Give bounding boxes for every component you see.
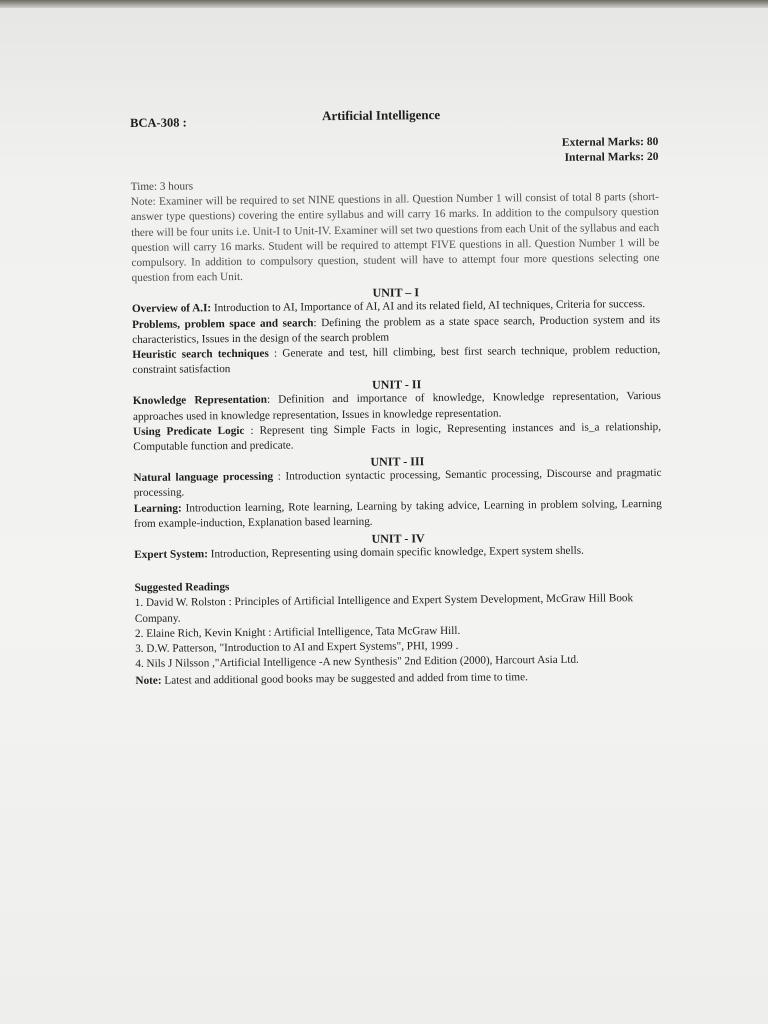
reading-item: 2. Elaine Rich, Kevin Knight : Artificial Intelligence, Tata McGraw Hill. — [134, 624, 461, 640]
topic-title: Using Predicate Logic — [133, 424, 245, 438]
topic-title: Expert System: — [134, 548, 208, 562]
topic-title: Overview of A.I: — [131, 302, 212, 316]
unit-4-heading: UNIT - IV — [371, 531, 425, 546]
document-header — [130, 105, 658, 140]
topic-nlp — [133, 466, 661, 501]
readings-list — [135, 591, 664, 672]
topic-learning — [134, 497, 662, 532]
topic-text: : Generate and test, hill climbing, best first search technique, problem reduction, constraint satisfaction — [132, 343, 661, 377]
reading-item: 4. Nils J Nilsson ,"Artificial Intelligence -A new Synthesis" 2nd Edition (2000), Harcourt Asia Ltd. — [135, 653, 579, 671]
course-title: Artificial Intelligence — [321, 107, 441, 124]
topic-title: Heuristic search techniques — [132, 347, 269, 362]
note-label: Note: — [135, 675, 162, 688]
examiner-note: Note: Examiner will be required to set NINE questions in all. Question Number 1 will consist of total 8 parts (short-answer type questions) covering the entire syllabus and will carry 16 marks. In addition to the compulsory question there will be four units i.e. Unit-I to Unit-IV. Examiner will set two questions from each Unit of the syllabus and each question will carry 16 marks. Student will be required to attempt FIVE questions in all. Question Number 1 will be compulsory. In addition to compulsory question, student will have to attempt four more questions selecting one question from each Unit. — [130, 191, 660, 285]
unit-2-heading: UNIT - II — [372, 377, 422, 393]
topic-text: : Defining the problem as a state space search, Production system and its characteristics, Issues in the design of the search problem — [132, 313, 661, 346]
topic-heuristic — [132, 343, 660, 378]
topic-text: : Definition and importance of knowledge, Knowledge representation, Various approaches used in knowledge representation, Issues in knowledge representation. — [132, 390, 661, 423]
note-text: Latest and additional good books may be suggested and added from time to time. — [161, 671, 528, 688]
topic-title: Learning: — [133, 502, 182, 515]
topic-knowledge — [133, 389, 661, 424]
topic-text: : Introduction syntactic processing, Semantic processing, Discourse and pragmatic processing. — [133, 467, 662, 500]
course-code: BCA-308 : — [130, 115, 187, 130]
page-top-edge — [0, 0, 768, 8]
unit-3-heading: UNIT - III — [370, 454, 425, 469]
internal-marks: Internal Marks: 20 — [564, 150, 659, 164]
syllabus-document — [130, 105, 664, 690]
readings-heading: Suggested Readings — [134, 581, 230, 595]
reading-item: 3. D.W. Patterson, "Introduction to AI and Expert Systems", PHI, 1999 . — [135, 639, 459, 656]
topic-text: Introduction, Representing using domain specific knowledge, Expert system shells. — [207, 544, 584, 561]
marks-block — [130, 135, 658, 170]
topic-text: : Represent ting Simple Facts in logic, Representing instances and is_a relationship, Computable function and predicate. — [133, 420, 662, 454]
reading-item: 1. David W. Rolston : Principles of Artificial Intelligence and Expert System Development, McGraw Hill Book Company. — [134, 592, 634, 625]
external-marks: External Marks: 80 — [561, 135, 659, 149]
topic-title: Natural language processing — [133, 470, 274, 485]
unit-1-heading: UNIT – I — [372, 285, 420, 301]
topic-text: Introduction to AI, Importance of AI, AI and its related field, AI techniques, Criteria for success. — [211, 298, 646, 315]
topic-title: Knowledge Representation — [132, 394, 267, 408]
exam-time: Time: 3 hours — [130, 180, 194, 193]
topic-predicate — [133, 420, 661, 455]
topic-text: Introduction learning, Rote learning, Learning by taking advice, Learning in problem solving, Learning from example-induction, Explanation based learning. — [133, 497, 662, 530]
topic-problems — [132, 313, 660, 348]
readings-note — [135, 669, 663, 689]
topic-title: Problems, problem space and search — [132, 316, 314, 331]
